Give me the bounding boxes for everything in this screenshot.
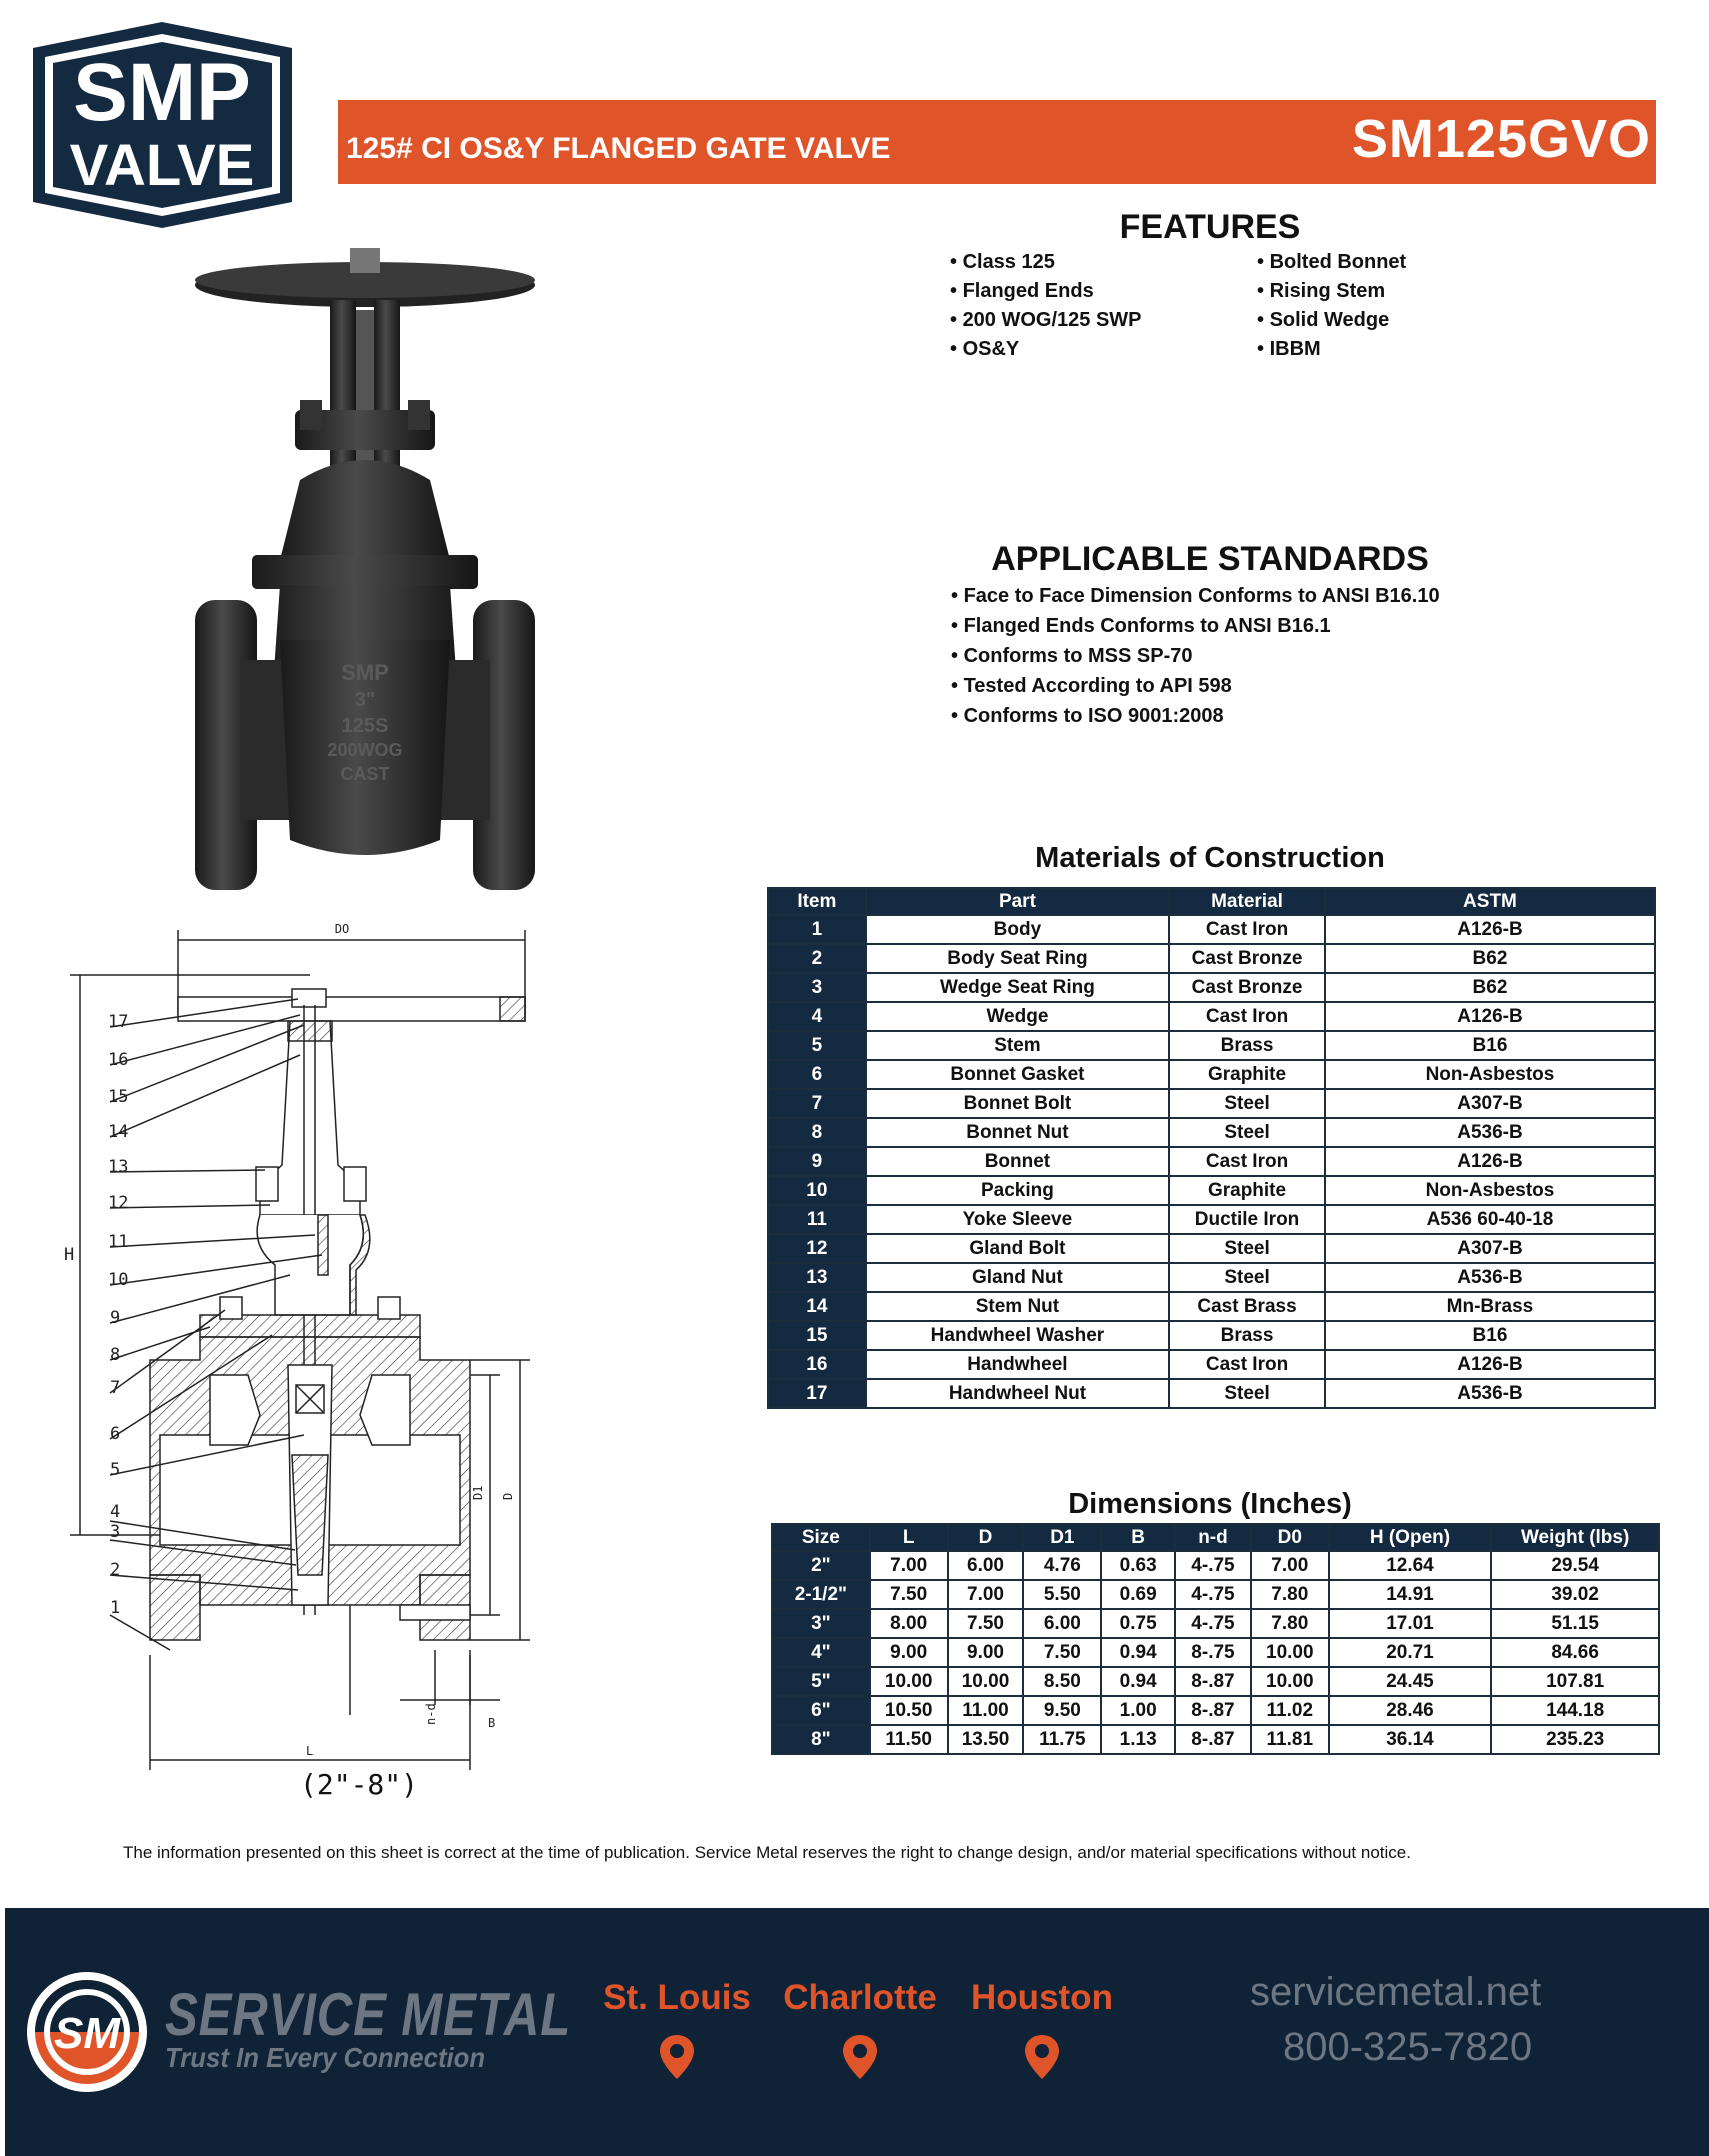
features-list-right [1257,248,1406,364]
table-cell: 10.00 [1251,1667,1329,1696]
table-cell: 28.46 [1329,1696,1492,1725]
materials-body [768,915,1655,1408]
feature-item: • Solid Wedge [1257,306,1406,335]
table-cell: 16 [768,1350,866,1379]
part-label: 1 [110,1598,121,1618]
part-label: 4 [110,1502,121,1522]
city-st-louis: St. Louis [603,1978,751,2017]
table-cell: 13.50 [948,1725,1024,1754]
dim-label-nd: n-d [424,1703,438,1725]
table-cell: 11.75 [1023,1725,1101,1754]
table-cell: 10.50 [870,1696,948,1725]
part-label: 11 [108,1232,129,1252]
table-cell: Bonnet Nut [866,1118,1169,1147]
column-header: Size [772,1524,870,1551]
table-cell: 10.00 [948,1667,1024,1696]
location-pin-icon [843,2035,877,2079]
materials-header-row [768,888,1655,915]
table-cell: Cast Iron [1169,915,1325,944]
table-cell: Wedge [866,1002,1169,1031]
table-cell: 20.71 [1329,1638,1492,1667]
column-header: Material [1169,888,1325,915]
brand-tagline: Trust In Every Connection [165,2042,486,2073]
disclaimer-text: The information presented on this sheet is correct at the time of publication. Service Metal reserves the right to change design, and/or material specifications without notice. [123,1843,1411,1862]
materials-row [768,1321,1655,1350]
table-cell: Cast Iron [1169,1002,1325,1031]
table-cell: 6 [768,1060,866,1089]
standard-item: • Conforms to ISO 9001:2008 [951,701,1440,731]
table-cell: 1.13 [1101,1725,1175,1754]
table-cell: 8-.75 [1175,1638,1251,1667]
materials-row [768,1031,1655,1060]
table-cell: 7 [768,1089,866,1118]
table-cell: 39.02 [1491,1580,1659,1609]
product-model: SM125GVO [1351,109,1651,169]
part-label: 13 [108,1157,129,1177]
table-cell: Ductile Iron [1169,1205,1325,1234]
feature-item: • 200 WOG/125 SWP [950,306,1142,335]
table-cell: 5 [768,1031,866,1060]
feature-item: • Flanged Ends [950,277,1142,306]
table-cell: 6.00 [1023,1609,1101,1638]
table-cell: 0.63 [1101,1551,1175,1580]
table-cell: B16 [1325,1031,1655,1060]
table-cell: 11 [768,1205,866,1234]
column-header: Weight (lbs) [1491,1524,1659,1551]
dimensions-body [772,1551,1659,1754]
column-header: D0 [1251,1524,1329,1551]
dim-label-l: L [306,1744,314,1758]
column-header: ASTM [1325,888,1655,915]
table-cell: Steel [1169,1118,1325,1147]
table-cell: 4-.75 [1175,1551,1251,1580]
table-cell: 4 [768,1002,866,1031]
dimensions-row [772,1609,1659,1638]
table-cell: Yoke Sleeve [866,1205,1169,1234]
table-cell: 8-.87 [1175,1725,1251,1754]
table-cell: Bonnet Gasket [866,1060,1169,1089]
part-label: 15 [108,1087,129,1107]
table-cell: Gland Bolt [866,1234,1169,1263]
table-cell: A126-B [1325,1147,1655,1176]
materials-row [768,1292,1655,1321]
materials-row [768,1060,1655,1089]
table-cell: Non-Asbestos [1325,1176,1655,1205]
part-label: 9 [110,1308,121,1328]
table-cell: 235.23 [1491,1725,1659,1754]
table-cell: A307-B [1325,1234,1655,1263]
table-cell: 5" [772,1667,870,1696]
table-cell: Stem Nut [866,1292,1169,1321]
table-cell: Packing [866,1176,1169,1205]
table-cell: 10.00 [1251,1638,1329,1667]
table-cell: 8-.87 [1175,1696,1251,1725]
table-cell: 7.50 [948,1609,1024,1638]
table-cell: Cast Iron [1169,1147,1325,1176]
table-cell: 1 [768,915,866,944]
standard-item: • Face to Face Dimension Conforms to ANSI B16.10 [951,581,1440,611]
table-cell: Brass [1169,1031,1325,1060]
logo-letters: SM [54,2009,120,2058]
standard-item: • Conforms to MSS SP-70 [951,641,1440,671]
feature-item: • IBBM [1257,335,1406,364]
materials-row [768,1234,1655,1263]
feature-item: • OS&Y [950,335,1142,364]
column-header: L [870,1524,948,1551]
location-pin-icon [660,2035,694,2079]
dimensions-row [772,1696,1659,1725]
part-label: 17 [108,1012,129,1032]
table-cell: Graphite [1169,1176,1325,1205]
table-cell: 4.76 [1023,1551,1101,1580]
table-cell: 11.00 [948,1696,1024,1725]
table-cell: 0.75 [1101,1609,1175,1638]
table-cell: 8.00 [870,1609,948,1638]
column-header: D [948,1524,1024,1551]
table-cell: A126-B [1325,1350,1655,1379]
table-cell: A307-B [1325,1089,1655,1118]
table-cell: 7.50 [870,1580,948,1609]
table-cell: B62 [1325,944,1655,973]
website-link[interactable]: servicemetal.net [1250,1970,1542,2014]
valve-cross-section-diagram [60,915,580,1815]
materials-row [768,944,1655,973]
table-cell: 9 [768,1147,866,1176]
smp-valve-logo [30,20,295,230]
table-cell: Wedge Seat Ring [866,973,1169,1002]
phone-number[interactable]: 800-325-7820 [1283,2025,1533,2069]
table-cell: 24.45 [1329,1667,1492,1696]
part-label: 8 [110,1345,121,1365]
logo-line2: VALVE [69,133,255,198]
table-cell: Steel [1169,1379,1325,1408]
table-cell: 2-1/2" [772,1580,870,1609]
city-charlotte: Charlotte [783,1978,937,2017]
table-cell: Non-Asbestos [1325,1060,1655,1089]
feature-item: • Class 125 [950,248,1142,277]
table-cell: 8.50 [1023,1667,1101,1696]
table-cell: 7.00 [1251,1551,1329,1580]
table-cell: 11.02 [1251,1696,1329,1725]
table-cell: 15 [768,1321,866,1350]
table-cell: B16 [1325,1321,1655,1350]
table-cell: 17 [768,1379,866,1408]
dim-label-h: H [64,1245,75,1265]
table-cell: 7.00 [870,1551,948,1580]
table-cell: A536-B [1325,1379,1655,1408]
table-cell: 0.69 [1101,1580,1175,1609]
dimensions-table [771,1523,1660,1755]
table-cell: 2" [772,1551,870,1580]
materials-row [768,1176,1655,1205]
dimensions-row [772,1667,1659,1696]
table-cell: Handwheel Washer [866,1321,1169,1350]
column-header: D1 [1023,1524,1101,1551]
dim-label-d: D [501,1492,515,1500]
features-list-left [950,248,1142,364]
photo-mark: CAST [340,764,390,784]
table-cell: Steel [1169,1234,1325,1263]
table-cell: 4" [772,1638,870,1667]
table-cell: Cast Bronze [1169,944,1325,973]
materials-row [768,1205,1655,1234]
product-title: 125# CI OS&Y FLANGED GATE VALVE [346,132,891,165]
table-cell: 1.00 [1101,1696,1175,1725]
table-cell: Graphite [1169,1060,1325,1089]
table-cell: A126-B [1325,1002,1655,1031]
table-cell: 7.80 [1251,1580,1329,1609]
table-cell: A536-B [1325,1118,1655,1147]
brand-name: SERVICE METAL [165,1981,572,2048]
table-cell: 4-.75 [1175,1609,1251,1638]
dim-label-d0: DO [334,922,350,936]
table-cell: 9.00 [870,1638,948,1667]
materials-heading: Materials of Construction [1035,842,1385,874]
table-cell: Body Seat Ring [866,944,1169,973]
feature-item: • Bolted Bonnet [1257,248,1406,277]
dimensions-header-row [772,1524,1659,1551]
table-cell: 5.50 [1023,1580,1101,1609]
part-label: 12 [108,1193,129,1213]
column-header: Part [866,888,1169,915]
photo-mark: 3" [354,689,376,711]
part-label: 3 [110,1522,121,1542]
dimensions-row [772,1551,1659,1580]
table-cell: 14.91 [1329,1580,1492,1609]
standard-item: • Flanged Ends Conforms to ANSI B16.1 [951,611,1440,641]
table-cell: 13 [768,1263,866,1292]
table-cell: 3 [768,973,866,1002]
dim-label-b: B [488,1716,496,1730]
column-header: Item [768,888,866,915]
standards-heading: APPLICABLE STANDARDS [991,540,1429,578]
column-header: B [1101,1524,1175,1551]
table-cell: 12.64 [1329,1551,1492,1580]
feature-item: • Rising Stem [1257,277,1406,306]
dimensions-row [772,1725,1659,1754]
materials-row [768,1350,1655,1379]
standard-item: • Tested According to API 598 [951,671,1440,701]
table-cell: 7.50 [1023,1638,1101,1667]
table-cell: 2 [768,944,866,973]
table-cell: Cast Iron [1169,1350,1325,1379]
table-cell: 14 [768,1292,866,1321]
dimensions-row [772,1638,1659,1667]
table-cell: 6.00 [948,1551,1024,1580]
table-cell: 17.01 [1329,1609,1492,1638]
table-cell: 7.80 [1251,1609,1329,1638]
table-cell: A536 60-40-18 [1325,1205,1655,1234]
materials-row [768,1379,1655,1408]
location-pin-icon [1025,2035,1059,2079]
dimensions-heading: Dimensions (Inches) [1068,1488,1352,1520]
valve-photo [180,240,540,900]
table-cell: 0.94 [1101,1638,1175,1667]
photo-mark: 125S [341,715,389,737]
table-cell: Body [866,915,1169,944]
features-heading: FEATURES [1119,208,1301,246]
dim-label-d1: D1 [471,1485,485,1500]
part-label: 14 [108,1122,129,1142]
standards-list [951,581,1440,731]
table-cell: 9.50 [1023,1696,1101,1725]
table-cell: Handwheel Nut [866,1379,1169,1408]
table-cell: 4-.75 [1175,1580,1251,1609]
part-label: 16 [108,1050,129,1070]
table-cell: 107.81 [1491,1667,1659,1696]
table-cell: 144.18 [1491,1696,1659,1725]
table-cell: 11.50 [870,1725,948,1754]
dimensions-row [772,1580,1659,1609]
table-cell: 84.66 [1491,1638,1659,1667]
table-cell: 9.00 [948,1638,1024,1667]
table-cell: Cast Brass [1169,1292,1325,1321]
table-cell: 8-.87 [1175,1667,1251,1696]
materials-row [768,1089,1655,1118]
materials-row [768,1002,1655,1031]
table-cell: A536-B [1325,1263,1655,1292]
table-cell: B62 [1325,973,1655,1002]
table-cell: Gland Nut [866,1263,1169,1292]
column-header: H (Open) [1329,1524,1492,1551]
photo-mark: 200WOG [327,740,403,760]
table-cell: Brass [1169,1321,1325,1350]
table-cell: Stem [866,1031,1169,1060]
table-cell: Mn-Brass [1325,1292,1655,1321]
diagram-caption: (2"-8") [300,1768,419,1801]
part-label: 7 [110,1378,121,1398]
materials-row [768,1118,1655,1147]
city-houston: Houston [971,1978,1113,2017]
table-cell: 3" [772,1609,870,1638]
materials-row [768,1263,1655,1292]
table-cell: Cast Bronze [1169,973,1325,1002]
table-cell: 6" [772,1696,870,1725]
table-cell: 51.15 [1491,1609,1659,1638]
table-cell: 10.00 [870,1667,948,1696]
table-cell: Handwheel [866,1350,1169,1379]
table-cell: Bonnet Bolt [866,1089,1169,1118]
part-label: 5 [110,1460,121,1480]
column-header: n-d [1175,1524,1251,1551]
table-cell: Steel [1169,1089,1325,1118]
table-cell: 11.81 [1251,1725,1329,1754]
service-metal-logo [25,1970,150,2095]
table-cell: 8 [768,1118,866,1147]
part-label: 2 [110,1560,121,1580]
logo-line1: SMP [73,47,251,138]
table-cell: 29.54 [1491,1551,1659,1580]
table-cell: 12 [768,1234,866,1263]
table-cell: Bonnet [866,1147,1169,1176]
part-label: 6 [110,1424,121,1444]
materials-table [767,887,1656,1409]
materials-row [768,915,1655,944]
table-cell: 7.00 [948,1580,1024,1609]
table-cell: 36.14 [1329,1725,1492,1754]
materials-row [768,1147,1655,1176]
materials-row [768,973,1655,1002]
table-cell: 8" [772,1725,870,1754]
table-cell: Steel [1169,1263,1325,1292]
table-cell: 0.94 [1101,1667,1175,1696]
part-label: 10 [108,1270,129,1290]
table-cell: 10 [768,1176,866,1205]
photo-mark: SMP [341,660,389,685]
table-cell: A126-B [1325,915,1655,944]
